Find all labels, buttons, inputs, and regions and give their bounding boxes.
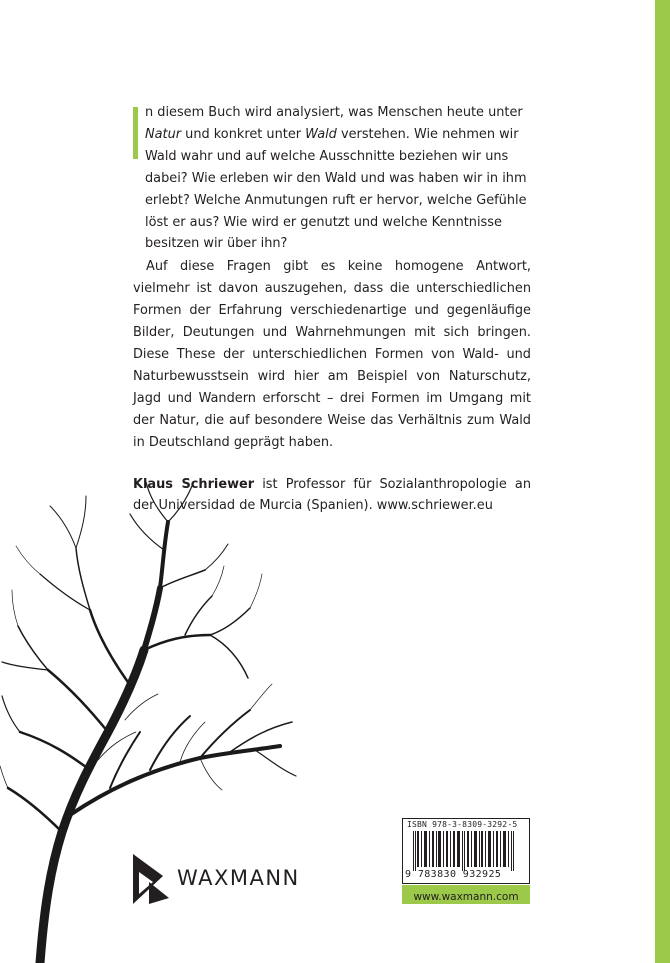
barcode-icon [407, 831, 525, 871]
second-paragraph: Auf diese Fragen gibt es keine homogene Antwort, vielmehr ist davon auszugehen, dass die unterschiedlichen Formen der Erfahrung verschiedenartige und gegenläufige Bilder, Deutungen und Wahrnehmungen mit sich bringen. Diese These der unterschiedlichen Formen von Wald- und Naturbewusstsein wird hier am Beispiel von Naturschutz, Jagd und Wandern erforscht – drei Formen im Umgang mit der Natur, die auf besondere Weise das Verhältnis zum Wald in Deutschland geprägt haben. [133, 259, 531, 450]
author-bio-text: ist Professor für Sozialanthropologie an der Universidad de Murcia (Spanien). www.schriewer.eu [133, 476, 532, 514]
intro-italic-wald: Wald [305, 126, 337, 142]
intro-paragraph [133, 102, 531, 255]
spine-accent-stripe [655, 0, 670, 963]
intro-text-1: n diesem Buch wird analysiert, was Menschen heute unter [145, 105, 523, 120]
blurb-text-block [133, 102, 531, 517]
waxmann-logo-icon [133, 854, 169, 904]
intro-text-3: verstehen. Wie nehmen wir Wald wahr und auf welche Ausschnitte beziehen wir uns dabei? Wie erleben wir den Wald und was haben wir in ihm erlebt? Welche Anmutungen ruft er hervor, welche Gefühle löst er aus? Wie wird er genutzt und welche Kenntnisse besitzen wir über ihn? [145, 126, 527, 252]
intro-italic-natur: Natur [145, 126, 182, 142]
barcode-number: 9 783830 932925 [405, 869, 502, 880]
publisher-website-box [402, 885, 530, 904]
isbn-text: ISBN 978-3-8309-3292-5 [407, 820, 518, 829]
intro-text-2: und konkret unter [181, 126, 306, 142]
publisher-name: WAXMANN [177, 866, 300, 890]
publisher-logo [133, 854, 300, 906]
author-name: Klaus Schriewer [133, 476, 255, 492]
publisher-website: www.waxmann.com [413, 891, 519, 903]
isbn-barcode-box [402, 818, 530, 884]
initial-accent-bar [133, 107, 138, 159]
